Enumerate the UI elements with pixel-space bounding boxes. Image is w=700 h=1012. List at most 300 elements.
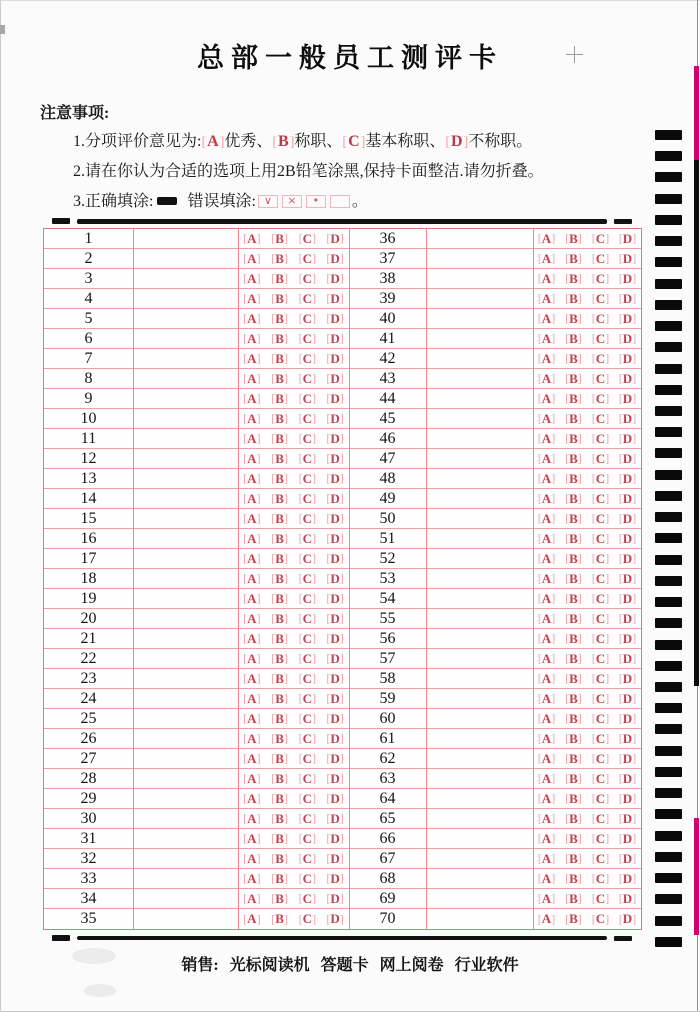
option-bubble-b-q5[interactable] xyxy=(266,311,294,327)
option-bubble-b-q58[interactable] xyxy=(560,671,587,687)
option-bubble-a-q47[interactable] xyxy=(533,451,560,467)
option-bubble-a-q15[interactable] xyxy=(238,511,266,527)
option-letter: C xyxy=(595,690,606,706)
option-bubble-a-q38[interactable] xyxy=(533,271,560,287)
option-bubble-d-q46[interactable] xyxy=(614,431,641,447)
option-bubble-c-q11[interactable] xyxy=(294,431,322,447)
option-bubble-c-q59[interactable] xyxy=(587,691,614,707)
option-bubble-a-q54[interactable] xyxy=(533,591,560,607)
option-bubble-b-q35[interactable] xyxy=(266,911,294,927)
option-bubble-d-q47[interactable] xyxy=(614,451,641,467)
option-bubble-d-q64[interactable] xyxy=(614,791,641,807)
option-bubble-c-q51[interactable] xyxy=(587,531,614,547)
option-bubble-d-q8[interactable] xyxy=(321,371,349,387)
option-bubble-c-q25[interactable] xyxy=(294,711,322,727)
option-bubble-c-q42[interactable] xyxy=(587,351,614,367)
option-bubble-a-q11[interactable] xyxy=(238,431,266,447)
option-bubble-d-q65[interactable] xyxy=(614,811,641,827)
bracket-close: ] xyxy=(632,311,637,325)
option-bubble-d-q27[interactable] xyxy=(321,751,349,767)
option-bubble-d-q15[interactable] xyxy=(321,511,349,527)
option-bubble-c-q2[interactable] xyxy=(294,251,322,267)
option-bubble-d-q20[interactable] xyxy=(321,611,349,627)
option-letter: B xyxy=(569,810,578,826)
option-bubble-d-q28[interactable] xyxy=(321,771,349,787)
option-bubble-b-q4[interactable] xyxy=(266,291,294,307)
option-bubble-b-q41[interactable] xyxy=(560,331,587,347)
option-bubble-b-q15[interactable] xyxy=(266,511,294,527)
option-bubble-d-q43[interactable] xyxy=(614,371,641,387)
option-bubble-c-q54[interactable] xyxy=(587,591,614,607)
option-bubble-a-q37[interactable] xyxy=(533,251,560,267)
option-bubble-a-q40[interactable] xyxy=(533,311,560,327)
bracket-open: [ xyxy=(298,851,303,865)
option-bubble-c-q43[interactable] xyxy=(587,371,614,387)
option-bubble-c-q64[interactable] xyxy=(587,791,614,807)
option-bubble-c-q19[interactable] xyxy=(294,591,322,607)
option-bubble-a-q9[interactable] xyxy=(238,391,266,407)
option-bubble-b-q49[interactable] xyxy=(560,491,587,507)
option-bubble-a-q43[interactable] xyxy=(533,371,560,387)
option-bubble-d-q24[interactable] xyxy=(321,691,349,707)
option-bubble-b-q8[interactable] xyxy=(266,371,294,387)
option-bubble-b-q1[interactable] xyxy=(266,231,294,247)
option-bubble-c-q8[interactable] xyxy=(294,371,322,387)
bracket-open: [ xyxy=(591,611,596,625)
option-bubble-a-q70[interactable] xyxy=(533,911,560,927)
option-bubble-c-q7[interactable] xyxy=(294,351,322,367)
option-bubble-b-q48[interactable] xyxy=(560,471,587,487)
option-bubble-d-q39[interactable] xyxy=(614,291,641,307)
option-bubble-d-q45[interactable] xyxy=(614,411,641,427)
option-bubble-b-q3[interactable] xyxy=(266,271,294,287)
option-bubble-d-q34[interactable] xyxy=(321,891,349,907)
option-bubble-b-q39[interactable] xyxy=(560,291,587,307)
option-bubble-a-q62[interactable] xyxy=(533,751,560,767)
option-bubble-d-q16[interactable] xyxy=(321,531,349,547)
option-bubble-c-q16[interactable] xyxy=(294,531,322,547)
option-bubble-a-q36[interactable] xyxy=(533,231,560,247)
option-bubble-b-q44[interactable] xyxy=(560,391,587,407)
option-bubble-c-q44[interactable] xyxy=(587,391,614,407)
option-bubble-b-q7[interactable] xyxy=(266,351,294,367)
option-bubble-d-q68[interactable] xyxy=(614,871,641,887)
option-bubble-d-q35[interactable] xyxy=(321,911,349,927)
option-bubble-b-q37[interactable] xyxy=(560,251,587,267)
option-bubble-a-q33[interactable] xyxy=(238,871,266,887)
option-bubble-a-q23[interactable] xyxy=(238,671,266,687)
option-bubble-a-q39[interactable] xyxy=(533,291,560,307)
option-bubble-a-q32[interactable] xyxy=(238,851,266,867)
option-bubble-d-q49[interactable] xyxy=(614,491,641,507)
option-bubble-a-q50[interactable] xyxy=(533,511,560,527)
option-bubble-c-q4[interactable] xyxy=(294,291,322,307)
option-bubble-a-q6[interactable] xyxy=(238,331,266,347)
option-bubble-a-q59[interactable] xyxy=(533,691,560,707)
option-bubble-d-q38[interactable] xyxy=(614,271,641,287)
option-bubble-c-q34[interactable] xyxy=(294,891,322,907)
option-bubble-c-q31[interactable] xyxy=(294,831,322,847)
option-bubble-d-q41[interactable] xyxy=(614,331,641,347)
bracket-open: [ xyxy=(243,591,248,605)
option-bubble-b-q67[interactable] xyxy=(560,851,587,867)
option-bubble-d-q5[interactable] xyxy=(321,311,349,327)
option-bubble-b-q11[interactable] xyxy=(266,431,294,447)
option-bubble-b-q55[interactable] xyxy=(560,611,587,627)
option-bubble-b-q40[interactable] xyxy=(560,311,587,327)
option-bubble-c-q47[interactable] xyxy=(587,451,614,467)
option-bubble-d-q55[interactable] xyxy=(614,611,641,627)
option-bubble-a-q16[interactable] xyxy=(238,531,266,547)
option-bubble-b-q61[interactable] xyxy=(560,731,587,747)
option-bubble-c-q50[interactable] xyxy=(587,511,614,527)
bracket-open: [ xyxy=(326,291,331,305)
option-bubble-b-q20[interactable] xyxy=(266,611,294,627)
option-bubble-c-q1[interactable] xyxy=(294,231,322,247)
bracket-close: ] xyxy=(312,451,317,465)
option-bubble-b-q24[interactable] xyxy=(266,691,294,707)
bracket-close: ] xyxy=(312,351,317,365)
option-bubble-c-q60[interactable] xyxy=(587,711,614,727)
option-bubble-a-q68[interactable] xyxy=(533,871,560,887)
option-bubble-c-q23[interactable] xyxy=(294,671,322,687)
option-bubble-c-q37[interactable] xyxy=(587,251,614,267)
option-bubble-a-q51[interactable] xyxy=(533,531,560,547)
option-bubble-a-q63[interactable] xyxy=(533,771,560,787)
option-bubble-d-q60[interactable] xyxy=(614,711,641,727)
option-bubble-a-q64[interactable] xyxy=(533,791,560,807)
option-bubble-c-q10[interactable] xyxy=(294,411,322,427)
option-bubble-c-q45[interactable] xyxy=(587,411,614,427)
option-bubble-d-q6[interactable] xyxy=(321,331,349,347)
option-bubble-a-q25[interactable] xyxy=(238,711,266,727)
option-bubble-b-q63[interactable] xyxy=(560,771,587,787)
option-bubble-b-q66[interactable] xyxy=(560,831,587,847)
option-bubble-b-q25[interactable] xyxy=(266,711,294,727)
option-bubble-b-q69[interactable] xyxy=(560,891,587,907)
option-bubble-c-q15[interactable] xyxy=(294,511,322,527)
option-bubble-a-q17[interactable] xyxy=(238,551,266,567)
option-letter: D xyxy=(622,730,633,746)
option-bubble-c-q6[interactable] xyxy=(294,331,322,347)
option-bubble-c-q63[interactable] xyxy=(587,771,614,787)
option-bubble-c-q32[interactable] xyxy=(294,851,322,867)
option-bubble-a-q45[interactable] xyxy=(533,411,560,427)
option-bubble-d-q58[interactable] xyxy=(614,671,641,687)
option-bubble-c-q55[interactable] xyxy=(587,611,614,627)
option-bubble-a-q7[interactable] xyxy=(238,351,266,367)
option-bubble-a-q56[interactable] xyxy=(533,631,560,647)
option-bubble-b-q54[interactable] xyxy=(560,591,587,607)
option-bubble-d-q61[interactable] xyxy=(614,731,641,747)
option-bubble-a-q31[interactable] xyxy=(238,831,266,847)
option-bubble-b-q30[interactable] xyxy=(266,811,294,827)
option-bubble-a-q27[interactable] xyxy=(238,751,266,767)
option-bubble-d-q48[interactable] xyxy=(614,471,641,487)
option-bubble-b-q65[interactable] xyxy=(560,811,587,827)
option-bubble-b-q47[interactable] xyxy=(560,451,587,467)
option-bubble-d-q33[interactable] xyxy=(321,871,349,887)
option-bubble-b-q28[interactable] xyxy=(266,771,294,787)
option-letter: C xyxy=(595,850,606,866)
option-bubble-b-q13[interactable] xyxy=(266,471,294,487)
option-bubble-b-q36[interactable] xyxy=(560,231,587,247)
option-bubble-a-q42[interactable] xyxy=(533,351,560,367)
option-bubble-c-q22[interactable] xyxy=(294,651,322,667)
option-bubble-b-q19[interactable] xyxy=(266,591,294,607)
option-bubble-d-q63[interactable] xyxy=(614,771,641,787)
option-bubble-b-q34[interactable] xyxy=(266,891,294,907)
bracket-close: ] xyxy=(339,511,344,525)
option-bubble-b-q31[interactable] xyxy=(266,831,294,847)
option-letter: D xyxy=(622,610,633,626)
option-bubble-a-q1[interactable] xyxy=(238,231,266,247)
option-bubble-b-q51[interactable] xyxy=(560,531,587,547)
option-bubble-a-q30[interactable] xyxy=(238,811,266,827)
option-bubble-c-q20[interactable] xyxy=(294,611,322,627)
option-bubble-d-q23[interactable] xyxy=(321,671,349,687)
option-bubble-a-q44[interactable] xyxy=(533,391,560,407)
option-bubble-b-q6[interactable] xyxy=(266,331,294,347)
option-bubble-d-q53[interactable] xyxy=(614,571,641,587)
option-letter: A xyxy=(541,570,552,586)
option-bubble-d-q42[interactable] xyxy=(614,351,641,367)
option-bubble-a-q60[interactable] xyxy=(533,711,560,727)
option-bubble-a-q29[interactable] xyxy=(238,791,266,807)
option-bubble-c-q18[interactable] xyxy=(294,571,322,587)
option-bubble-d-q44[interactable] xyxy=(614,391,641,407)
option-bubble-c-q57[interactable] xyxy=(587,651,614,667)
option-bubble-d-q17[interactable] xyxy=(321,551,349,567)
option-bubble-b-q23[interactable] xyxy=(266,671,294,687)
option-bubble-c-q5[interactable] xyxy=(294,311,322,327)
option-bubble-a-q12[interactable] xyxy=(238,451,266,467)
option-bubble-a-q22[interactable] xyxy=(238,651,266,667)
option-bubble-c-q12[interactable] xyxy=(294,451,322,467)
option-bubble-d-q52[interactable] xyxy=(614,551,641,567)
option-bubble-a-q65[interactable] xyxy=(533,811,560,827)
option-bubble-c-q28[interactable] xyxy=(294,771,322,787)
option-letter: D xyxy=(622,390,633,406)
option-bubble-d-q11[interactable] xyxy=(321,431,349,447)
option-bubble-c-q33[interactable] xyxy=(294,871,322,887)
option-bubble-b-q33[interactable] xyxy=(266,871,294,887)
option-bubble-c-q56[interactable] xyxy=(587,631,614,647)
option-bubble-b-q60[interactable] xyxy=(560,711,587,727)
option-bubble-b-q26[interactable] xyxy=(266,731,294,747)
option-bubble-c-q41[interactable] xyxy=(587,331,614,347)
option-bubble-a-q10[interactable] xyxy=(238,411,266,427)
option-bubble-d-q67[interactable] xyxy=(614,851,641,867)
option-bubble-c-q66[interactable] xyxy=(587,831,614,847)
option-bubble-a-q49[interactable] xyxy=(533,491,560,507)
option-bubble-c-q14[interactable] xyxy=(294,491,322,507)
option-bubble-b-q2[interactable] xyxy=(266,251,294,267)
option-bubble-c-q39[interactable] xyxy=(587,291,614,307)
option-bubble-a-q13[interactable] xyxy=(238,471,266,487)
option-bubble-a-q8[interactable] xyxy=(238,371,266,387)
option-bubble-c-q17[interactable] xyxy=(294,551,322,567)
option-bubble-d-q59[interactable] xyxy=(614,691,641,707)
option-bubble-b-q70[interactable] xyxy=(560,911,587,927)
option-bubble-a-q19[interactable] xyxy=(238,591,266,607)
option-bubble-d-q36[interactable] xyxy=(614,231,641,247)
option-bubble-a-q57[interactable] xyxy=(533,651,560,667)
option-bubble-b-q68[interactable] xyxy=(560,871,587,887)
option-bubble-c-q70[interactable] xyxy=(587,911,614,927)
option-bubble-d-q12[interactable] xyxy=(321,451,349,467)
option-bubble-d-q1[interactable] xyxy=(321,231,349,247)
option-bubble-b-q50[interactable] xyxy=(560,511,587,527)
option-bubble-b-q27[interactable] xyxy=(266,751,294,767)
option-bubble-c-q35[interactable] xyxy=(294,911,322,927)
option-bubble-b-q45[interactable] xyxy=(560,411,587,427)
option-bubble-c-q61[interactable] xyxy=(587,731,614,747)
option-bubble-b-q9[interactable] xyxy=(266,391,294,407)
option-bubble-c-q29[interactable] xyxy=(294,791,322,807)
option-bubble-a-q14[interactable] xyxy=(238,491,266,507)
option-bubble-a-q18[interactable] xyxy=(238,571,266,587)
option-bubble-d-q54[interactable] xyxy=(614,591,641,607)
option-bubble-c-q46[interactable] xyxy=(587,431,614,447)
option-bubble-b-q64[interactable] xyxy=(560,791,587,807)
option-bubble-b-q29[interactable] xyxy=(266,791,294,807)
option-letter: C xyxy=(595,550,606,566)
option-bubble-c-q21[interactable] xyxy=(294,631,322,647)
option-bubble-b-q62[interactable] xyxy=(560,751,587,767)
bracket-close: ] xyxy=(463,135,469,150)
option-bubble-a-q55[interactable] xyxy=(533,611,560,627)
option-bubble-a-q66[interactable] xyxy=(533,831,560,847)
option-bubble-b-q21[interactable] xyxy=(266,631,294,647)
option-bubble-b-q53[interactable] xyxy=(560,571,587,587)
option-bubble-a-q48[interactable] xyxy=(533,471,560,487)
option-bubble-b-q16[interactable] xyxy=(266,531,294,547)
option-bubble-b-q56[interactable] xyxy=(560,631,587,647)
option-bubble-d-q3[interactable] xyxy=(321,271,349,287)
option-bubble-d-q14[interactable] xyxy=(321,491,349,507)
option-bubble-b-q14[interactable] xyxy=(266,491,294,507)
option-bubble-d-q13[interactable] xyxy=(321,471,349,487)
option-bubble-c-q67[interactable] xyxy=(587,851,614,867)
option-bubble-a-q2[interactable] xyxy=(238,251,266,267)
option-bubble-a-q69[interactable] xyxy=(533,891,560,907)
option-bubble-a-q4[interactable] xyxy=(238,291,266,307)
option-bubble-d-q50[interactable] xyxy=(614,511,641,527)
option-bubble-a-q28[interactable] xyxy=(238,771,266,787)
option-bubble-d-q2[interactable] xyxy=(321,251,349,267)
option-bubble-c-q49[interactable] xyxy=(587,491,614,507)
option-bubble-a-q3[interactable] xyxy=(238,271,266,287)
option-bubble-d-q70[interactable] xyxy=(614,911,641,927)
option-bubble-c-q62[interactable] xyxy=(587,751,614,767)
option-bubble-d-q29[interactable] xyxy=(321,791,349,807)
option-bubble-d-q56[interactable] xyxy=(614,631,641,647)
option-bubble-b-q57[interactable] xyxy=(560,651,587,667)
option-bubble-c-q9[interactable] xyxy=(294,391,322,407)
option-bubble-a-q20[interactable] xyxy=(238,611,266,627)
option-bubble-d-q22[interactable] xyxy=(321,651,349,667)
option-bubble-d-q26[interactable] xyxy=(321,731,349,747)
option-bubble-d-q51[interactable] xyxy=(614,531,641,547)
option-bubble-a-q35[interactable] xyxy=(238,911,266,927)
option-bubble-d-q31[interactable] xyxy=(321,831,349,847)
option-bubble-b-q32[interactable] xyxy=(266,851,294,867)
option-bubble-c-q53[interactable] xyxy=(587,571,614,587)
option-bubble-a-q58[interactable] xyxy=(533,671,560,687)
option-bubble-a-q41[interactable] xyxy=(533,331,560,347)
option-bubble-d-q40[interactable] xyxy=(614,311,641,327)
option-bubble-b-q17[interactable] xyxy=(266,551,294,567)
option-bubble-b-q46[interactable] xyxy=(560,431,587,447)
option-bubble-b-q38[interactable] xyxy=(560,271,587,287)
option-bubble-a-q21[interactable] xyxy=(238,631,266,647)
option-bubble-a-q67[interactable] xyxy=(533,851,560,867)
option-bubble-c-q68[interactable] xyxy=(587,871,614,887)
question-number: 40 xyxy=(379,309,396,327)
option-bubble-b-q12[interactable] xyxy=(266,451,294,467)
option-bubble-d-q57[interactable] xyxy=(614,651,641,667)
option-bubble-d-q7[interactable] xyxy=(321,351,349,367)
option-bubble-d-q4[interactable] xyxy=(321,291,349,307)
option-group xyxy=(238,909,349,929)
option-bubble-a-q5[interactable] xyxy=(238,311,266,327)
option-bubble-c-q52[interactable] xyxy=(587,551,614,567)
option-bubble-d-q21[interactable] xyxy=(321,631,349,647)
option-bubble-c-q24[interactable] xyxy=(294,691,322,707)
option-bubble-a-q52[interactable] xyxy=(533,551,560,567)
option-bubble-d-q32[interactable] xyxy=(321,851,349,867)
option-bubble-d-q69[interactable] xyxy=(614,891,641,907)
option-bubble-b-q59[interactable] xyxy=(560,691,587,707)
option-bubble-d-q37[interactable] xyxy=(614,251,641,267)
option-bubble-a-q61[interactable] xyxy=(533,731,560,747)
option-bubble-d-q30[interactable] xyxy=(321,811,349,827)
option-bubble-d-q18[interactable] xyxy=(321,571,349,587)
option-bubble-a-q26[interactable] xyxy=(238,731,266,747)
option-bubble-b-q42[interactable] xyxy=(560,351,587,367)
option-bubble-b-q18[interactable] xyxy=(266,571,294,587)
option-bubble-d-q19[interactable] xyxy=(321,591,349,607)
option-bubble-c-q40[interactable] xyxy=(587,311,614,327)
option-bubble-a-q34[interactable] xyxy=(238,891,266,907)
option-bubble-c-q30[interactable] xyxy=(294,811,322,827)
option-bubble-c-q69[interactable] xyxy=(587,891,614,907)
option-letter: A xyxy=(247,770,257,786)
option-bubble-d-q9[interactable] xyxy=(321,391,349,407)
option-bubble-d-q25[interactable] xyxy=(321,711,349,727)
option-bubble-b-q22[interactable] xyxy=(266,651,294,667)
option-bubble-d-q66[interactable] xyxy=(614,831,641,847)
option-bubble-a-q53[interactable] xyxy=(533,571,560,587)
option-bubble-c-q48[interactable] xyxy=(587,471,614,487)
option-bubble-b-q10[interactable] xyxy=(266,411,294,427)
option-bubble-a-q46[interactable] xyxy=(533,431,560,447)
option-bubble-d-q10[interactable] xyxy=(321,411,349,427)
option-bubble-c-q26[interactable] xyxy=(294,731,322,747)
option-bubble-c-q58[interactable] xyxy=(587,671,614,687)
option-bubble-b-q43[interactable] xyxy=(560,371,587,387)
option-bubble-a-q24[interactable] xyxy=(238,691,266,707)
option-bubble-c-q13[interactable] xyxy=(294,471,322,487)
option-bubble-c-q65[interactable] xyxy=(587,811,614,827)
option-bubble-c-q38[interactable] xyxy=(587,271,614,287)
option-bubble-b-q52[interactable] xyxy=(560,551,587,567)
option-bubble-c-q3[interactable] xyxy=(294,271,322,287)
option-bubble-d-q62[interactable] xyxy=(614,751,641,767)
option-bubble-c-q36[interactable] xyxy=(587,231,614,247)
option-bubble-c-q27[interactable] xyxy=(294,751,322,767)
